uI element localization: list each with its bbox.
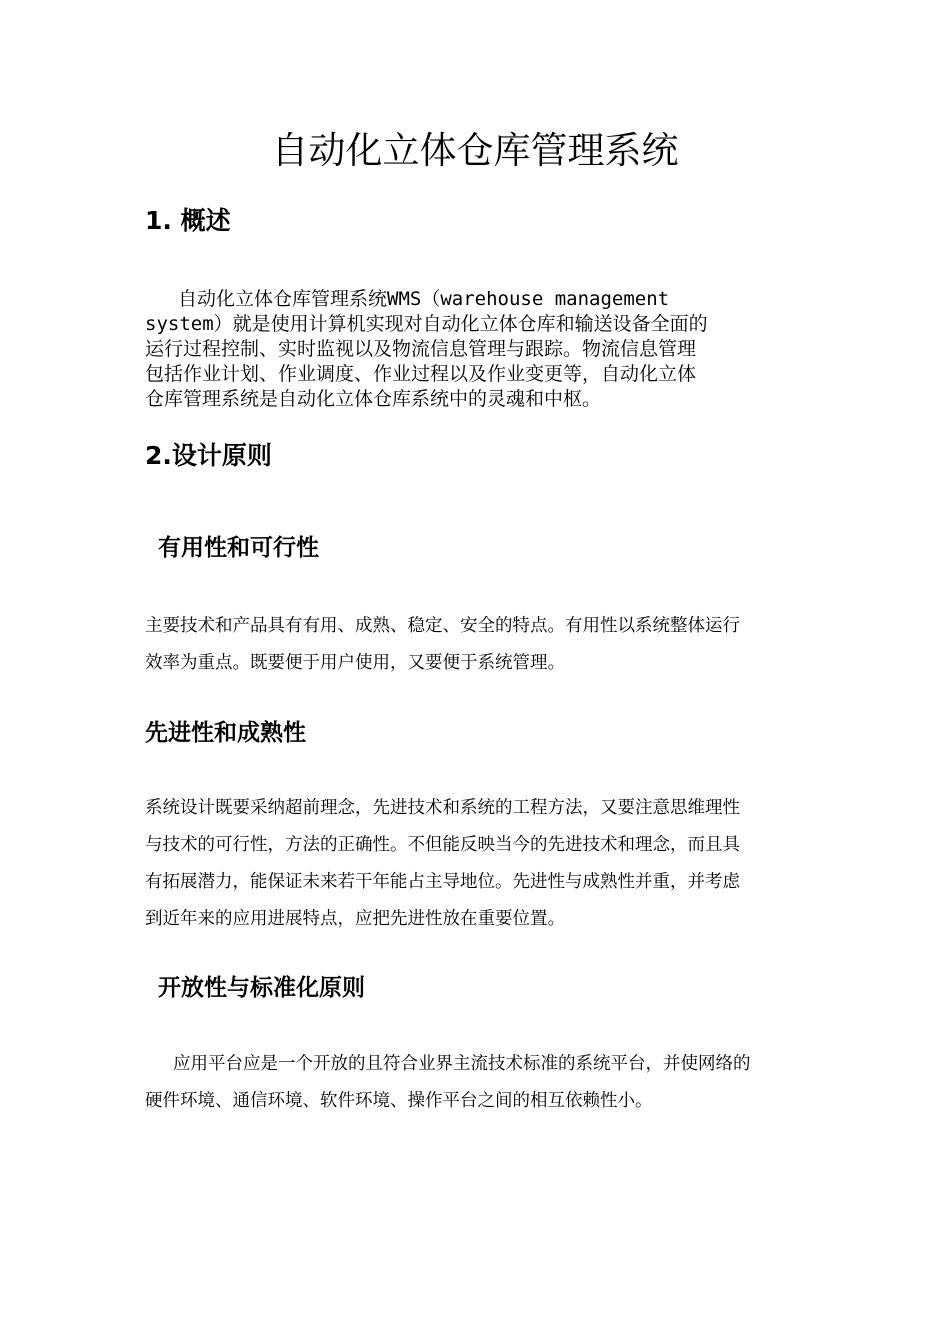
subsection-heading-openness: 开放性与标准化原则	[158, 975, 365, 1001]
subsection-heading-advancement: 先进性和成熟性	[145, 720, 306, 746]
usefulness-paragraph	[145, 608, 807, 682]
document-title: 自动化立体仓库管理系统	[271, 129, 679, 172]
paragraph-line: 仓库管理系统是自动化立体仓库系统中的灵魂和中枢。	[145, 388, 602, 410]
paragraph-line: 系统设计既要采纳超前理念，先进技术和系统的工程方法，又要注意思维理性	[145, 798, 740, 818]
advancement-paragraph	[145, 790, 807, 938]
overview-paragraph	[145, 287, 810, 412]
subsection-heading-usefulness: 有用性和可行性	[158, 535, 319, 561]
paragraph-line: 应用平台应是一个开放的且符合业界主流技术标准的系统平台，并使网络的	[173, 1054, 751, 1074]
paragraph-line: system）就是使用计算机实现对自动化立体仓库和输送设备全面的	[145, 313, 708, 335]
paragraph-line: 包括作业计划、作业调度、作业过程以及作业变更等，自动化立体	[145, 363, 697, 385]
paragraph-line: 主要技术和产品具有有用、成熟、稳定、安全的特点。有用性以系统整体运行	[145, 616, 740, 636]
paragraph-line: 自动化立体仓库管理系统WMS（warehouse management	[178, 288, 670, 310]
openness-paragraph	[145, 1046, 807, 1120]
section-heading-design-principles: 2.设计原则	[145, 441, 272, 470]
paragraph-line: 运行过程控制、实时监视以及物流信息管理与跟踪。物流信息管理	[145, 338, 697, 360]
section-heading-overview: 1. 概述	[145, 206, 231, 235]
paragraph-line: 到近年来的应用进展特点，应把先进性放在重要位置。	[145, 909, 565, 929]
paragraph-line: 硬件环境、通信环境、软件环境、操作平台之间的相互依赖性小。	[145, 1091, 653, 1111]
paragraph-line: 与技术的可行性，方法的正确性。不但能反映当今的先进技术和理念，而且具	[145, 835, 740, 855]
paragraph-line: 效率为重点。既要便于用户使用，又要便于系统管理。	[145, 653, 565, 673]
paragraph-line: 有拓展潜力，能保证未来若干年能占主导地位。先进性与成熟性并重，并考虑	[145, 872, 740, 892]
